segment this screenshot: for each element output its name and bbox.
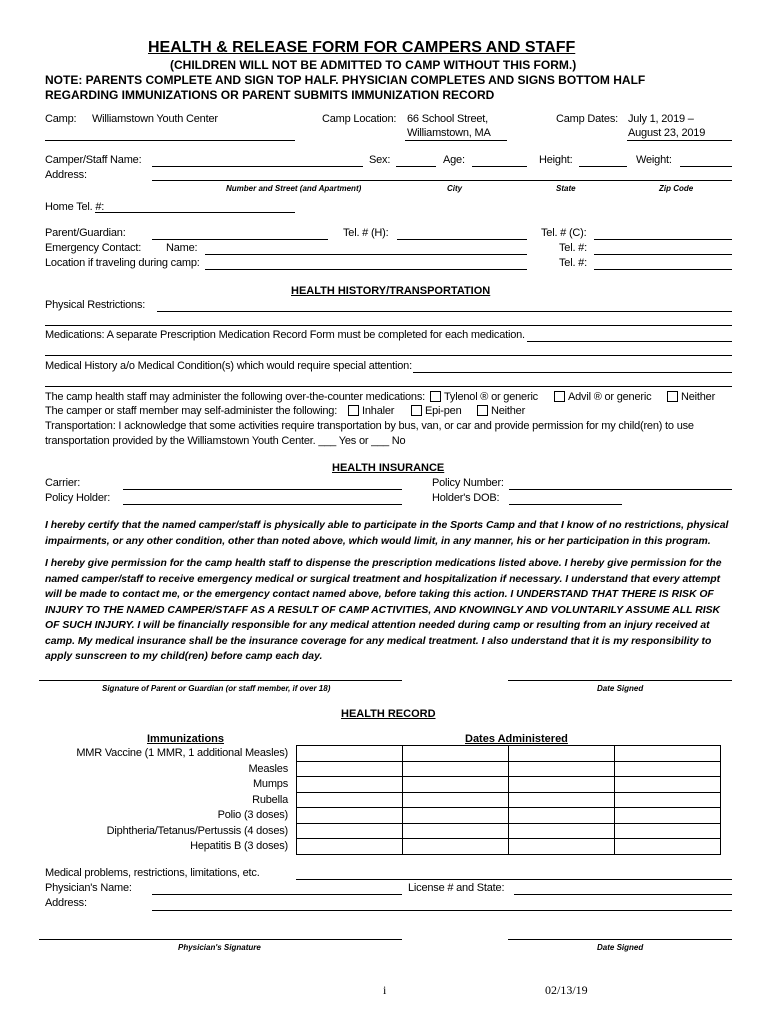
self-neither-label: Neither bbox=[491, 405, 526, 417]
otc-option-advil[interactable] bbox=[554, 391, 651, 403]
policy-holder-field[interactable] bbox=[123, 504, 402, 505]
form-note-line2: REGARDING IMMUNIZATIONS OR PARENT SUBMITS IMMUNIZATION RECORD bbox=[45, 88, 495, 102]
location-tel-label: Tel. #: bbox=[559, 257, 587, 269]
policy-holder-label: Policy Holder: bbox=[45, 492, 111, 504]
physician-address-label: Address: bbox=[45, 897, 87, 909]
date-cell[interactable] bbox=[297, 839, 403, 855]
form-subtitle: (CHILDREN WILL NOT BE ADMITTED TO CAMP WITHOUT THIS FORM.) bbox=[170, 58, 577, 72]
camp-location-line2: Williamstown, MA bbox=[407, 127, 491, 139]
physician-signature-caption: Physician's Signature bbox=[178, 943, 261, 952]
weight-field[interactable] bbox=[680, 166, 732, 167]
caption-city: City bbox=[447, 184, 463, 193]
parent-signature-field[interactable] bbox=[39, 680, 402, 681]
medications-field-2[interactable] bbox=[45, 355, 732, 356]
health-record-header: HEALTH RECORD bbox=[341, 708, 436, 720]
holder-dob-label: Holder's DOB: bbox=[432, 492, 500, 504]
caption-state: State bbox=[556, 184, 576, 193]
home-tel-field[interactable] bbox=[95, 212, 295, 213]
form-note-line1: NOTE: PARENTS COMPLETE AND SIGN TOP HALF. PHYSICIAN COMPLETES AND SIGNS BOTTOM HALF bbox=[45, 73, 646, 87]
tel-h-label: Tel. # (H): bbox=[343, 227, 389, 239]
address-label: Address: bbox=[45, 169, 87, 181]
restrictions-label: Physical Restrictions: bbox=[45, 299, 146, 311]
physician-name-label: Physician's Name: bbox=[45, 882, 132, 894]
date-cell[interactable] bbox=[403, 746, 509, 762]
license-field[interactable] bbox=[514, 894, 732, 895]
carrier-field[interactable] bbox=[123, 489, 402, 490]
otc-label: The camp health staff may administer the following over-the-counter medications: bbox=[45, 391, 425, 403]
medical-history-label: Medical History a/o Medical Condition(s) which would require special attention: bbox=[45, 360, 412, 372]
date-cell[interactable] bbox=[615, 808, 721, 824]
transport-line1: Transportation: I acknowledge that some activities require transportation by bus, van, or car and provide permission for my child(ren) to use bbox=[45, 420, 694, 432]
self-option-epipen[interactable] bbox=[411, 405, 462, 417]
tel-c-field[interactable] bbox=[594, 239, 732, 240]
age-field[interactable] bbox=[472, 166, 527, 167]
date-cell[interactable] bbox=[403, 823, 509, 839]
license-label: License # and State: bbox=[408, 882, 505, 894]
page-number: i bbox=[383, 983, 387, 997]
immunization-row-label: Diphtheria/Tetanus/Pertussis (4 doses) bbox=[106, 825, 288, 837]
certify-statement: I hereby certify that the named camper/staff is physically able to participate in the Sports Camp and that I know of no restrictions, physical impairments, or any other condition, other than noted above, which would limit, in any manner, his or her participation in this program. bbox=[45, 520, 729, 547]
camp-location-label: Camp Location: bbox=[322, 113, 397, 125]
emergency-name-label: Name: bbox=[166, 242, 198, 254]
medications-field[interactable] bbox=[527, 341, 732, 342]
immunization-row-label: MMR Vaccine (1 MMR, 1 additional Measles) bbox=[76, 747, 288, 759]
date-cell[interactable] bbox=[509, 808, 615, 824]
date-cell[interactable] bbox=[403, 777, 509, 793]
transport-line2: transportation provided by the Williamstown Youth Center. ___ Yes or ___ No bbox=[45, 435, 406, 447]
parent-field[interactable] bbox=[152, 239, 328, 240]
height-label: Height: bbox=[539, 154, 573, 166]
date-cell[interactable] bbox=[615, 823, 721, 839]
date-cell[interactable] bbox=[509, 761, 615, 777]
carrier-label: Carrier: bbox=[45, 477, 81, 489]
date-cell[interactable] bbox=[615, 839, 721, 855]
camp-dates-label: Camp Dates: bbox=[556, 113, 618, 125]
tel-h-field[interactable] bbox=[397, 239, 527, 240]
parent-date-caption: Date Signed bbox=[597, 684, 644, 693]
date-cell[interactable] bbox=[403, 792, 509, 808]
tel-c-label: Tel. # (C): bbox=[541, 227, 587, 239]
table-row bbox=[297, 808, 721, 824]
camp-label: Camp: bbox=[45, 113, 77, 125]
camp-line[interactable] bbox=[45, 140, 295, 141]
policy-number-label: Policy Number: bbox=[432, 477, 504, 489]
epipen-label: Epi-pen bbox=[425, 405, 462, 417]
medical-history-field-2[interactable] bbox=[45, 386, 732, 387]
otc-option-tylenol[interactable] bbox=[430, 391, 538, 403]
date-cell[interactable] bbox=[403, 761, 509, 777]
location-travel-label: Location if traveling during camp: bbox=[45, 257, 200, 269]
location-travel-field[interactable] bbox=[205, 269, 527, 270]
date-cell[interactable] bbox=[297, 777, 403, 793]
date-cell[interactable] bbox=[297, 792, 403, 808]
self-neither-checkbox[interactable] bbox=[477, 405, 488, 416]
health-history-header: HEALTH HISTORY/TRANSPORTATION bbox=[291, 285, 491, 297]
advil-checkbox[interactable] bbox=[554, 391, 565, 402]
date-cell[interactable] bbox=[615, 777, 721, 793]
immunization-row-label: Rubella bbox=[252, 794, 288, 806]
immunization-dates-grid bbox=[296, 745, 721, 855]
emergency-tel-label: Tel. #: bbox=[559, 242, 587, 254]
restrictions-field[interactable] bbox=[157, 311, 732, 312]
health-insurance-header: HEALTH INSURANCE bbox=[332, 462, 445, 474]
sex-field[interactable] bbox=[396, 166, 436, 167]
camper-name-label: Camper/Staff Name: bbox=[45, 154, 142, 166]
parent-label: Parent/Guardian: bbox=[45, 227, 126, 239]
immunization-row-label: Mumps bbox=[252, 778, 288, 790]
date-cell[interactable] bbox=[403, 808, 509, 824]
table-row bbox=[297, 777, 721, 793]
table-row bbox=[297, 823, 721, 839]
home-tel-label: Home Tel. #: bbox=[45, 201, 105, 213]
otc-neither-checkbox[interactable] bbox=[667, 391, 678, 402]
table-row bbox=[297, 746, 721, 762]
date-cell[interactable] bbox=[297, 746, 403, 762]
camp-location-line1: 66 School Street, bbox=[407, 113, 488, 125]
date-cell[interactable] bbox=[509, 777, 615, 793]
date-cell[interactable] bbox=[297, 808, 403, 824]
policy-number-field[interactable] bbox=[509, 489, 732, 490]
self-option-neither[interactable] bbox=[477, 405, 525, 417]
date-cell[interactable] bbox=[509, 839, 615, 855]
camp-value: Williamstown Youth Center bbox=[92, 113, 218, 125]
height-field[interactable] bbox=[579, 166, 627, 167]
date-cell[interactable] bbox=[615, 746, 721, 762]
advil-label: Advil ® or generic bbox=[568, 391, 652, 403]
holder-dob-field[interactable] bbox=[509, 504, 622, 505]
parent-signature-caption: Signature of Parent or Guardian (or staff member, if over 18) bbox=[102, 684, 331, 693]
camp-dates-line2: August 23, 2019 bbox=[628, 127, 706, 139]
camper-name-field[interactable] bbox=[152, 166, 363, 167]
immunizations-header: Immunizations bbox=[147, 733, 225, 745]
inhaler-label: Inhaler bbox=[362, 405, 395, 417]
date-cell[interactable] bbox=[509, 823, 615, 839]
caption-street: Number and Street (and Apartment) bbox=[226, 184, 362, 193]
caption-zip: Zip Code bbox=[659, 184, 694, 193]
tylenol-checkbox[interactable] bbox=[430, 391, 441, 402]
sex-label: Sex: bbox=[369, 154, 391, 166]
immunization-row-label: Polio (3 doses) bbox=[217, 809, 288, 821]
self-admin-label: The camper or staff member may self-administer the following: bbox=[45, 405, 338, 417]
medications-label: Medications: A separate Prescription Medication Record Form must be completed for each medication. bbox=[45, 329, 525, 341]
physician-name-field[interactable] bbox=[152, 894, 402, 895]
address-field[interactable] bbox=[152, 180, 732, 181]
date-cell[interactable] bbox=[403, 839, 509, 855]
age-label: Age: bbox=[443, 154, 465, 166]
emergency-tel-field[interactable] bbox=[594, 254, 732, 255]
revision-date: 02/13/19 bbox=[545, 983, 588, 997]
self-option-inhaler[interactable] bbox=[348, 405, 394, 417]
date-cell[interactable] bbox=[615, 761, 721, 777]
parent-date-field[interactable] bbox=[508, 680, 732, 681]
permission-statement: I hereby give permission for the camp health staff to dispense the prescription medications listed above. I hereby give permission for the named camper/staff to receive emergency medical or surgical treatment and hospitalization if necessary. I understand that every attempt will be made to contact me, or the emergency contact named above, before taking this action. I UNDERSTAND THAT THERE IS RISK OF INJURY TO THE NAMED CAMPER/STAFF AS A RESULT OF CAMP ACTIVITIES, AND KNOWINGLY AND VOLUNTARILY ASSUME ALL RISK OF SUCH INJURY. I will be financially responsible for any medical attention needed during camp or resulting from an injury received at camp. My medical insurance shall be the insurance coverage for any medical treatment. I also understand that it is my responsibility to apply sunscreen to my child(ren) before camp each day. bbox=[45, 558, 722, 662]
table-row bbox=[297, 839, 721, 855]
emergency-name-field[interactable] bbox=[205, 254, 527, 255]
medical-problems-label: Medical problems, restrictions, limitations, etc. bbox=[45, 867, 260, 879]
table-row bbox=[297, 792, 721, 808]
immunization-row-label: Hepatitis B (3 doses) bbox=[190, 840, 288, 852]
inhaler-checkbox[interactable] bbox=[348, 405, 359, 416]
form-title: HEALTH & RELEASE FORM FOR CAMPERS AND STAFF bbox=[148, 39, 576, 56]
date-cell[interactable] bbox=[509, 746, 615, 762]
otc-option-neither[interactable] bbox=[667, 391, 715, 403]
medical-history-field[interactable] bbox=[413, 372, 732, 373]
date-cell[interactable] bbox=[615, 792, 721, 808]
physician-address-field[interactable] bbox=[152, 910, 732, 911]
medical-problems-field[interactable] bbox=[296, 879, 732, 880]
emergency-label: Emergency Contact: bbox=[45, 242, 142, 254]
location-tel-field[interactable] bbox=[594, 269, 732, 270]
physician-signature-field[interactable] bbox=[39, 939, 402, 940]
date-cell[interactable] bbox=[297, 761, 403, 777]
tylenol-label: Tylenol ® or generic bbox=[444, 391, 538, 403]
restrictions-field-2[interactable] bbox=[45, 325, 732, 326]
camp-dates-line1: July 1, 2019 – bbox=[628, 113, 694, 125]
physician-date-field[interactable] bbox=[508, 939, 732, 940]
dates-administered-header: Dates Administered bbox=[465, 733, 568, 745]
weight-label: Weight: bbox=[636, 154, 672, 166]
epipen-checkbox[interactable] bbox=[411, 405, 422, 416]
immunization-row-label: Measles bbox=[248, 763, 288, 775]
date-cell[interactable] bbox=[509, 792, 615, 808]
date-cell[interactable] bbox=[297, 823, 403, 839]
camp-location-line[interactable] bbox=[405, 140, 507, 141]
physician-date-caption: Date Signed bbox=[597, 943, 644, 952]
table-row bbox=[297, 761, 721, 777]
camp-dates-line[interactable] bbox=[627, 140, 732, 141]
otc-neither-label: Neither bbox=[681, 391, 716, 403]
